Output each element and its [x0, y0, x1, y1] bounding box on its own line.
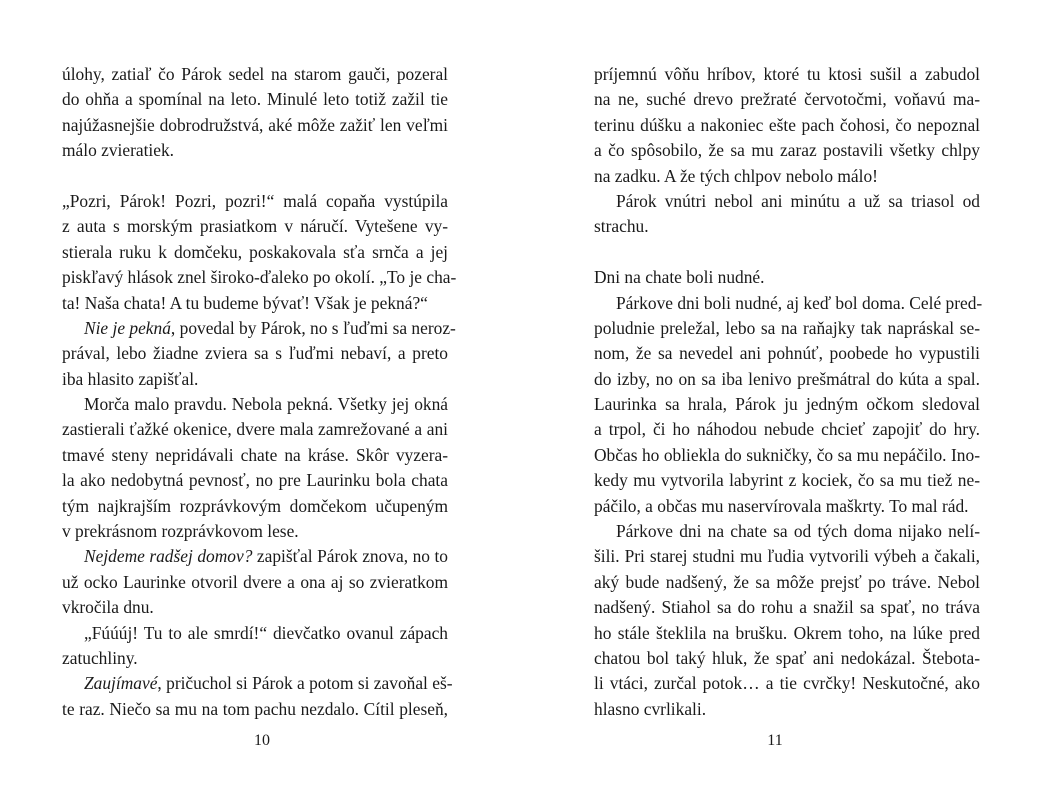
section-break	[594, 240, 980, 265]
text-line	[62, 316, 456, 341]
text-line: Občas ho obliekla do sukničky, čo sa mu nepáčilo. Ino-	[594, 444, 980, 465]
text-line: aký bude nadšený, že sa môže prejsť po tráve. Nebol	[594, 571, 980, 592]
text-line: ta! Naša chata! A tu budeme bývať! Však je pekná?“	[62, 292, 428, 313]
paragraph	[62, 392, 448, 544]
text-line: te raz. Niečo sa mu na tom pachu nezdalo. Cítil pleseň,	[62, 698, 448, 719]
text-line: Párok vnútri nebol ani minútu a už sa triasol od	[616, 190, 980, 211]
text-line: vkročila dnu.	[62, 597, 154, 618]
text-fragment: , pričuchol si Párok a potom si zavoňal eš-	[157, 673, 453, 694]
text-line: la ako nedobytná pevnosť, no pre Laurinku bola chata	[62, 470, 448, 491]
text-line: nadšený. Stiahol sa do rohu a snažil sa spať, no tráva	[594, 597, 980, 618]
text-line: tým najkrajším rozprávkovým domčekom učupeným	[62, 495, 448, 516]
text-line: „Pozri, Párok! Pozri, pozri!“ malá copaňa vystúpila	[62, 190, 448, 211]
text-line: stierala ruku k domčeku, poskakovala sťa srnča a jej	[62, 241, 448, 262]
paragraph	[62, 544, 448, 620]
section-break	[62, 164, 448, 189]
paragraph	[62, 621, 448, 672]
text-line: ho stále šteklila na brušku. Okrem toho, na lúke pred	[594, 622, 980, 643]
text-line: kedy mu vytvorila labyrint z kociek, čo sa mu tiež ne-	[594, 470, 980, 491]
text-line: v prekrásnom rozprávkovom lese.	[62, 521, 299, 542]
page-number: 11	[767, 732, 783, 749]
paragraph	[62, 189, 457, 316]
text-line	[62, 671, 453, 696]
text-line: strachu.	[594, 216, 649, 237]
text-line: do izby, no on sa iba lenivo prešmátral do kúta a spal.	[594, 368, 980, 389]
text-line: Dni na chate boli nudné.	[594, 267, 765, 288]
paragraph	[62, 316, 456, 392]
text-line: páčilo, a občas mu naservírovala maškrty. To mal rád.	[594, 495, 969, 516]
emphasis-text: Nejdeme radšej domov?	[84, 546, 253, 567]
text-line: Laurinka sa hrala, Párok ju jedným očkom sledoval	[594, 394, 980, 415]
text-line: iba hlasito zapišťal.	[62, 368, 199, 389]
text-line: piskľavý hlások znel široko-ďaleko po okolí. „To je cha-	[62, 267, 457, 288]
text-fragment: zapišťal Párok znova, no to	[252, 546, 448, 567]
right-page	[594, 62, 983, 722]
emphasis-text: Nie je pekná	[84, 317, 171, 338]
text-line: terinu dúšku a nakoniec ešte pach čohosi, čo nepoznal	[594, 114, 980, 135]
text-line: prával, lebo žiadne zviera sa s ľuďmi nebaví, a preto	[62, 343, 448, 364]
paragraph	[62, 62, 448, 164]
text-line: do ohňa a spomínal na leto. Minulé leto totiž zažil tie	[62, 89, 448, 110]
paragraph	[594, 62, 980, 189]
left-page	[62, 62, 457, 722]
text-line: poludnie preležal, lebo sa na raňajky tak napráskal se-	[594, 317, 980, 338]
text-line	[62, 544, 448, 569]
text-line: „Fúúúj! Tu to ale smrdí!“ dievčatko ovanul zápach	[84, 622, 448, 643]
paragraph	[594, 265, 980, 290]
paragraph	[594, 291, 983, 520]
text-line: z auta s morským prasiatkom v náručí. Vytešene vy-	[62, 216, 448, 237]
text-line: Párkove dni na chate sa od tých doma nijako nelí-	[616, 521, 980, 542]
text-line: Párkove dni boli nudné, aj keď bol doma. Celé pred-	[616, 292, 983, 313]
text-line: na ne, suché drevo prežraté červotočmi, voňavú ma-	[594, 89, 980, 110]
text-line: hlasno cvrlikali.	[594, 698, 707, 719]
text-line: príjemnú vôňu hríbov, ktoré tu ktosi sušil a zabudol	[594, 64, 980, 84]
paragraph	[62, 671, 453, 722]
text-line: chatou bol taký hluk, že spať ani nedokázal. Štebota-	[594, 647, 980, 668]
text-line: zatuchliny.	[62, 647, 138, 668]
text-line: na zadku. A že tých chlpov nebolo málo!	[594, 165, 878, 186]
emphasis-text: Zaujímavé	[84, 673, 158, 694]
page-number: 10	[254, 732, 270, 749]
paragraph	[594, 519, 980, 722]
text-fragment: , povedal by Párok, no s ľuďmi sa neroz-	[170, 317, 456, 338]
paragraph	[594, 189, 980, 240]
text-line: Morča malo pravdu. Nebola pekná. Všetky jej okná	[84, 394, 448, 415]
text-line: najúžasnejšie dobrodružstvá, aké môže zažiť len veľmi	[62, 114, 448, 135]
text-line: a čo spôsobilo, že sa mu zaraz postavili všetky chlpy	[594, 140, 980, 161]
text-line: už ocko Laurinke otvoril dvere a ona aj so zvieratkom	[62, 571, 448, 592]
text-line: šili. Pri starej studni mu ľudia vytvorili výbeh a čakali,	[594, 546, 980, 567]
text-line: málo zvieratiek.	[62, 140, 175, 161]
text-line: úlohy, zatiaľ čo Párok sedel na starom gauči, pozeral	[62, 64, 448, 84]
text-line: zastierali ťažké okenice, dvere mala zamrežované a ani	[62, 419, 448, 440]
text-line: li vtáci, zurčal potok… a tie cvrčky! Neskutočné, ako	[594, 673, 980, 694]
text-line: a trpol, či ho náhodou nebude chcieť zapojiť do hry.	[594, 419, 980, 440]
text-line: nom, že sa nevedel ani pohnúť, poobede ho vypustili	[594, 343, 980, 364]
text-line: tmavé steny nepridávali chate na kráse. Skôr vyzera-	[62, 444, 448, 465]
